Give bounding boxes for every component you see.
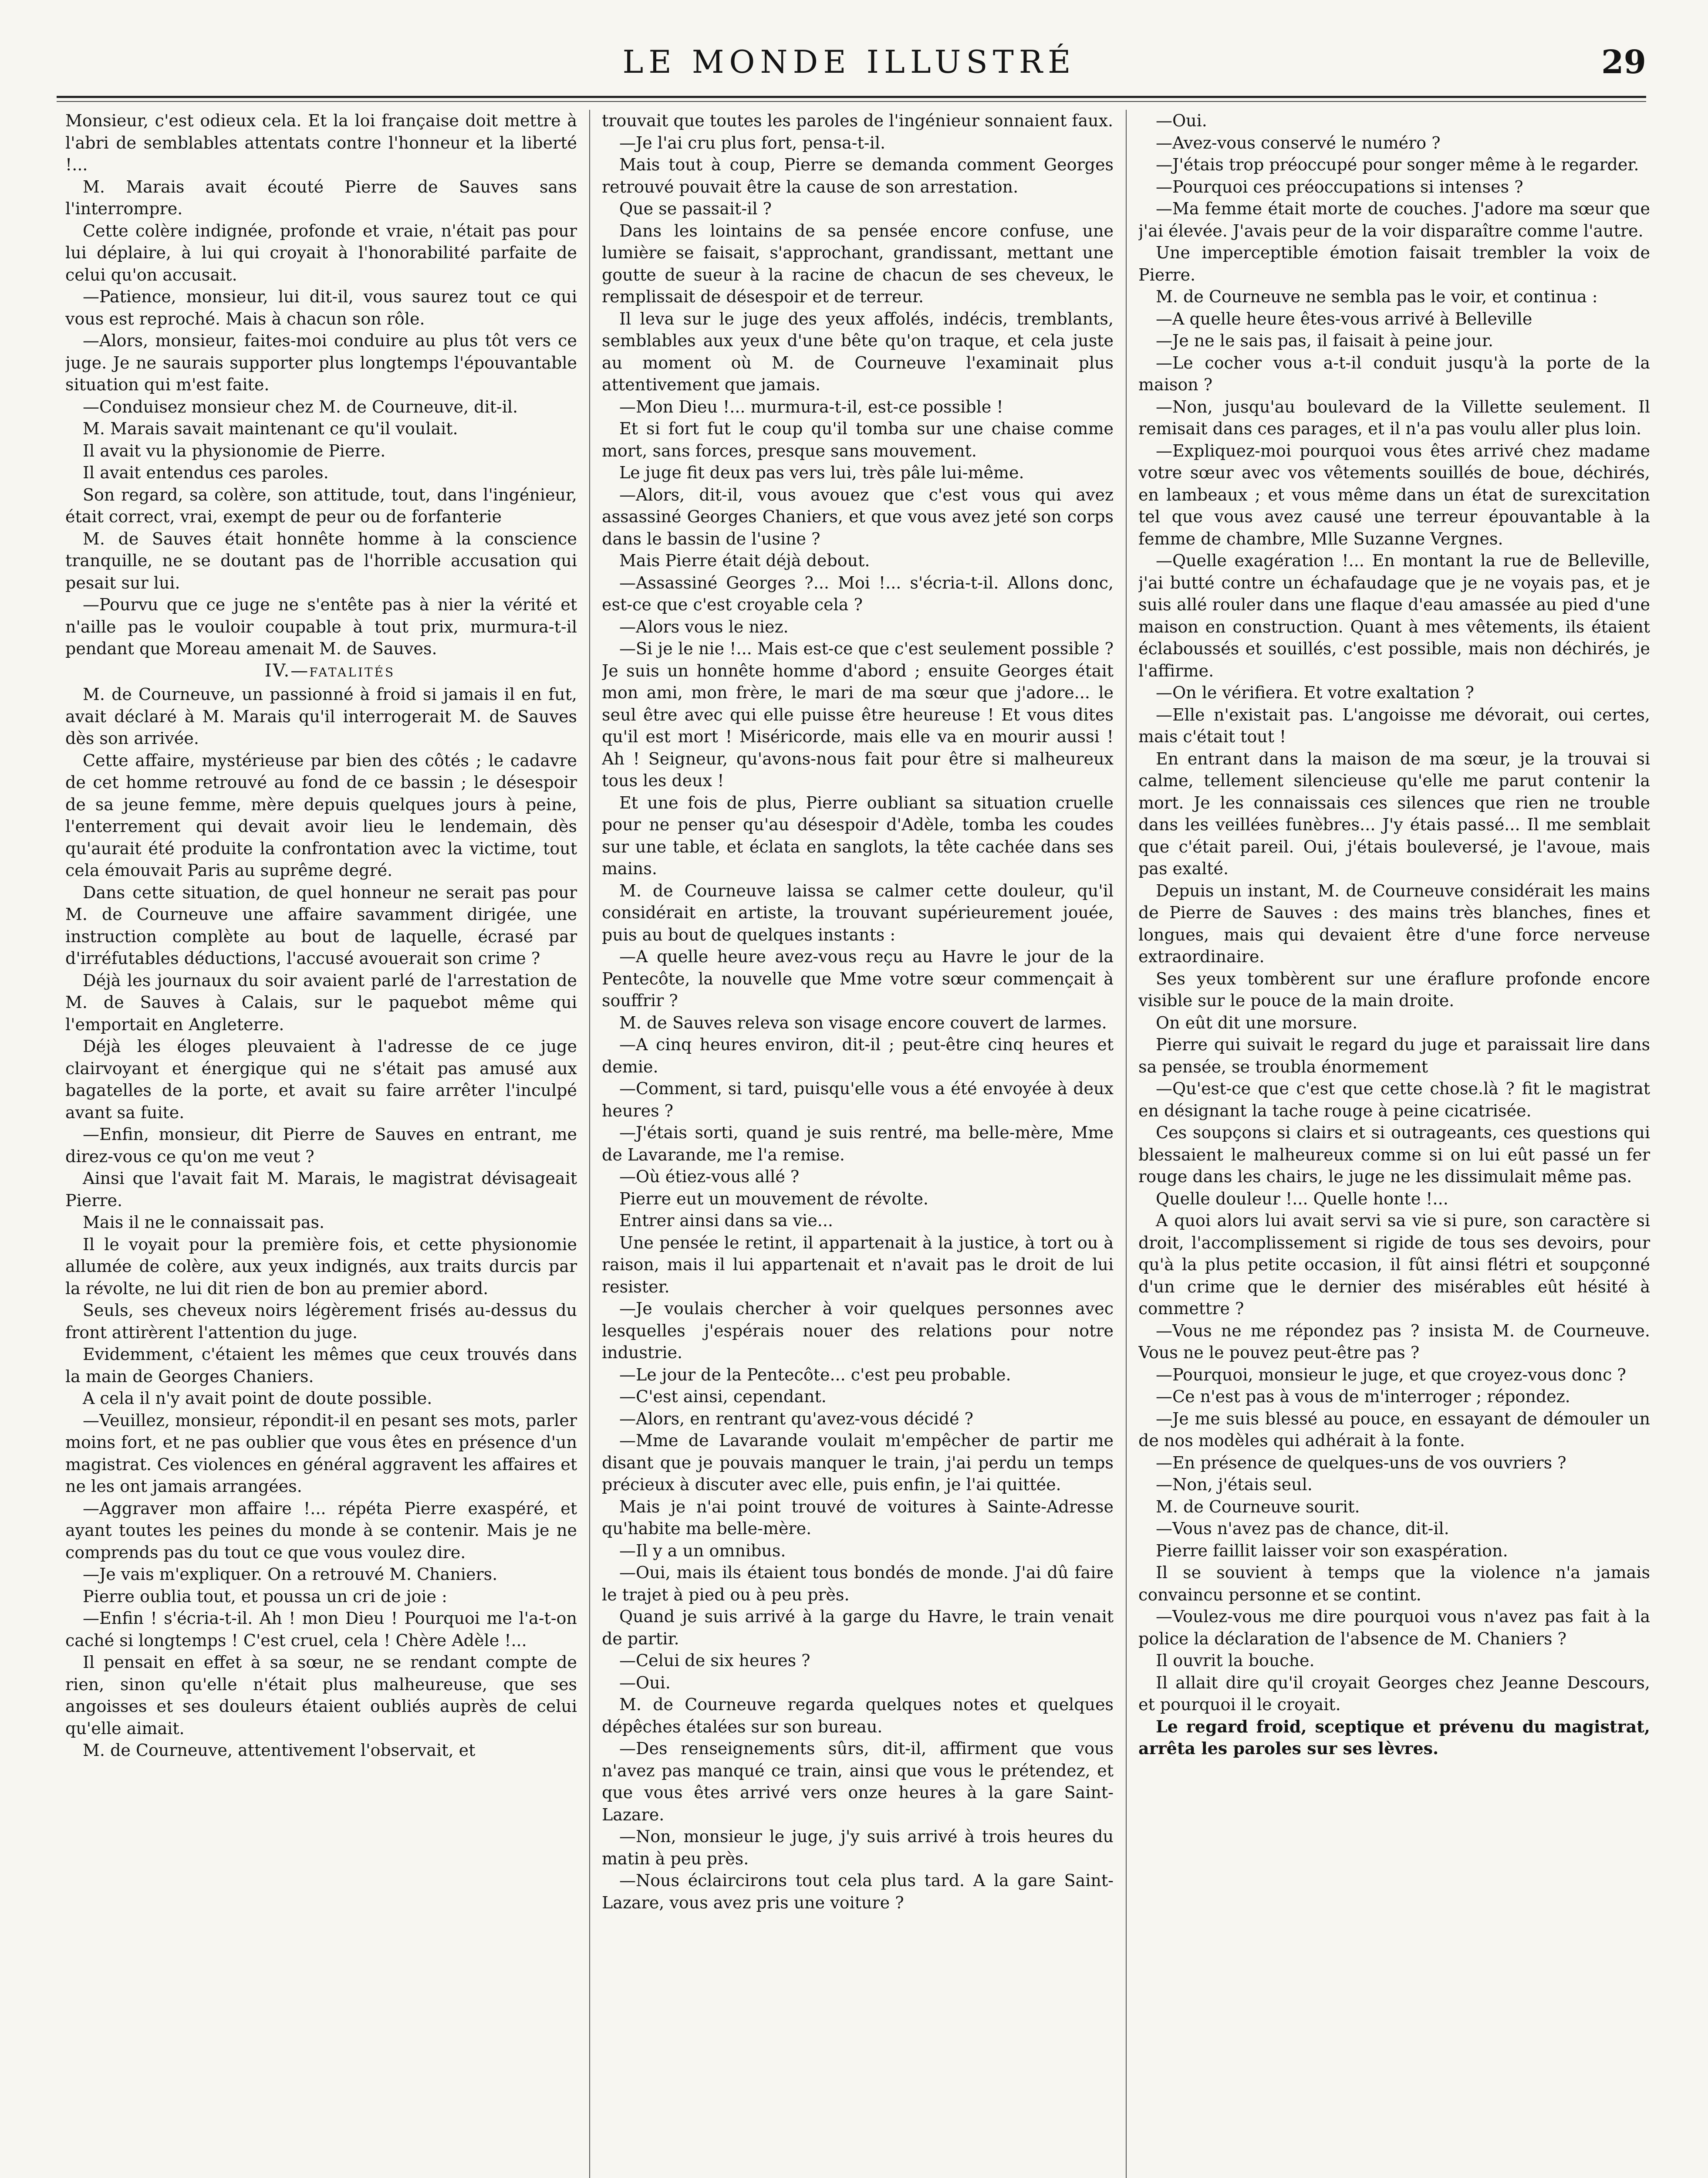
paragraph: —Alors vous le niez.: [619, 617, 789, 636]
paragraph: Pierre eut un mouvement de révolte.: [619, 1189, 929, 1208]
paragraph: —Non, jusqu'au boulevard de la Villette seulement. Il remisait dans ces parages, et il n'a pas voulu aller plus loin.: [1138, 397, 1650, 438]
paragraph: —Expliquez-moi pourquoi vous êtes arrivé chez madame votre sœur avec vos vêtements souillés de boue, déchirés, en lambeaux ; et vous même dans un état de surexcitation tel que vous avez causé une terreur épouvantable à la femme de chambre, Mlle Suzanne Vergnes.: [1138, 441, 1650, 548]
paragraph: —On le vérifiera. Et votre exaltation ?: [1156, 683, 1474, 702]
paragraph: Depuis un instant, M. de Courneuve considérait les mains de Pierre de Sauves : des mains très blanches, fines et longues, mais qui devaient être d'une force nerveuse extraordinaire.: [1138, 881, 1650, 966]
paragraph: Pierre oublia tout, et poussa un cri de joie :: [83, 1586, 447, 1606]
paragraph: —Pourquoi, monsieur le juge, et que croyez-vous donc ?: [1156, 1365, 1626, 1384]
chapter-number: IV.—: [264, 660, 310, 681]
paragraph: —Patience, monsieur, lui dit-il, vous saurez tout ce qui vous est reproché. Mais à chacun son rôle.: [65, 287, 577, 328]
paragraph: Il avait vu la physionomie de Pierre.: [83, 441, 386, 460]
paragraph: —Oui.: [619, 1673, 671, 1692]
paragraph: —Je me suis blessé au pouce, en essayant de démouler un de nos modèles qui adhérait à la fonte.: [1138, 1409, 1650, 1450]
paragraph: —Oui, mais ils étaient tous bondés de monde. J'ai dû faire le trajet à pied ou à peu près.: [602, 1563, 1114, 1604]
column-1: [65, 110, 577, 2178]
paragraph: —Je voulais chercher à voir quelques personnes avec lesquelles j'espérais nouer des relations pour notre industrie.: [602, 1299, 1114, 1362]
paragraph: —Aggraver mon affaire !... répéta Pierre exaspéré, et ayant toutes les peines du monde à se contenir. Mais je ne comprends pas du tout ce que vous voulez dire.: [65, 1498, 577, 1562]
paragraph: Quelle douleur !... Quelle honte !...: [1156, 1189, 1448, 1208]
paragraph: Ainsi que l'avait fait M. Marais, le magistrat dévisageait Pierre.: [65, 1169, 577, 1210]
paragraph: trouvait que toutes les paroles de l'ingénieur sonnaient faux.: [602, 111, 1114, 130]
paragraph: —Vous n'avez pas de chance, dit-il.: [1156, 1519, 1449, 1538]
paragraph: —A quelle heure avez-vous reçu au Havre le jour de la Pentecôte, la nouvelle que Mme votre sœur commençait à souffrir ?: [602, 947, 1114, 1010]
paragraph: —Avez-vous conservé le numéro ?: [1156, 133, 1441, 152]
paragraph: Il avait entendus ces paroles.: [83, 463, 329, 482]
paragraph: M. de Sauves releva son visage encore couvert de larmes.: [619, 1013, 1107, 1032]
paragraph: M. de Courneuve, attentivement l'observait, et: [83, 1741, 476, 1760]
article-columns: [65, 110, 1650, 2178]
paragraph: Il le voyait pour la première fois, et cette physionomie allumée de colère, aux yeux indignés, aux traits durcis par la révolte, ne lui dit rien de bon au premier abord.: [65, 1234, 577, 1298]
paragraph: Une imperceptible émotion faisait trembler la voix de Pierre.: [1138, 243, 1650, 284]
paragraph: Ces soupçons si clairs et si outrageants, ces questions qui blessaient le malheureux comme si on lui eût passé un fer rouge dans les chairs, le juge ne les dissimulait même pas.: [1138, 1123, 1650, 1186]
paragraph: M. de Courneuve regarda quelques notes et quelques dépêches étalées sur son bureau.: [602, 1695, 1114, 1736]
paragraph: —Non, j'étais seul.: [1156, 1475, 1313, 1494]
column-1-text-before: [65, 110, 577, 660]
paragraph: —Oui.: [1156, 111, 1207, 130]
paragraph: Dans les lointains de sa pensée encore confuse, une lumière se faisait, s'approchant, grandissant, mettant une goutte de sueur à la racine de chacun de ses cheveux, le remplissait de désespoir et de terreur.: [602, 221, 1114, 306]
paragraph: —Enfin ! s'écria-t-il. Ah ! mon Dieu ! Pourquoi me l'a-t-on caché si longtemps ! C'est cruel, cela ! Chère Adèle !...: [65, 1609, 577, 1650]
paragraph: —A quelle heure êtes-vous arrivé à Belleville: [1156, 309, 1532, 328]
paragraph: —Alors, dit-il, vous avouez que c'est vous qui avez assassiné Georges Chaniers, et que vous avez jeté son corps dans le bassin de l'usine ?: [602, 485, 1114, 548]
paragraph: M. de Courneuve laissa se calmer cette douleur, qu'il considérait en artiste, la trouvant supérieurement jouée, puis au bout de quelques instants :: [602, 881, 1114, 944]
paragraph: —Si je le nie !... Mais est-ce que c'est seulement possible ? Je suis un honnête homme d'abord ; ensuite Georges était mon ami, mon frère, le mari de ma sœur que j'adore... le seul être avec qui elle puisse être heureuse ! Et vous dites qu'il est mort ! Miséricorde, mais elle va en mourir aussi ! Ah ! Seigneur, qu'avons-nous fait pour être si malheureux tous les deux !: [602, 639, 1114, 790]
paragraph: —Mon Dieu !... murmura-t-il, est-ce possible !: [619, 397, 1003, 416]
chapter-heading: [65, 660, 577, 684]
paragraph: —Nous éclaircirons tout cela plus tard. A la gare Saint-Lazare, vous avez pris une voiture ?: [602, 1871, 1114, 1912]
paragraph: A quoi alors lui avait servi sa vie si pure, son caractère si droit, l'accomplissement si rigide de tous ses devoirs, pour qu'à la plus petite occasion, il fût ainsi flétri et soupçonné d'un crime que le dernier des misérables eût hésité à commettre ?: [1138, 1211, 1650, 1318]
paragraph: —Vous ne me répondez pas ? insista M. de Courneuve. Vous ne le pouvez peut-être pas ?: [1138, 1321, 1650, 1362]
paragraph: —Je vais m'expliquer. On a retrouvé M. Chaniers.: [83, 1565, 498, 1584]
paragraph: Il leva sur le juge des yeux affolés, indécis, tremblants, semblables aux yeux d'une bête qu'on traque, et cela juste au moment où M. de Courneuve l'examinait plus attentivement que jamais.: [602, 309, 1114, 394]
paragraph: —C'est ainsi, cependant.: [619, 1387, 827, 1406]
paragraph: Que se passait-il ?: [619, 199, 772, 218]
paragraph: Et une fois de plus, Pierre oubliant sa situation cruelle pour ne penser qu'au désespoir d'Adèle, tomba les coudes sur une table, et éclata en sanglots, la tête cachée dans ses mains.: [602, 793, 1114, 878]
paragraph: —Alors, monsieur, faites-moi conduire au plus tôt vers ce juge. Je ne saurais supporter plus longtemps l'épouvantable situation qui m'est faite.: [65, 331, 577, 394]
paragraph: Mais Pierre était déjà debout.: [619, 551, 870, 570]
paragraph: —Ma femme était morte de couches. J'adore ma sœur que j'ai élevée. J'avais peur de la voir disparaître comme l'autre.: [1138, 199, 1650, 240]
paragraph: —Je ne le sais pas, il faisait à peine jour.: [1156, 331, 1493, 350]
paragraph: Monsieur, c'est odieux cela. Et la loi française doit mettre à l'abri de semblables attentats contre l'honneur et la liberté !...: [65, 111, 577, 174]
paragraph: Le regard froid, sceptique et prévenu du magistrat, arrêta les paroles sur ses lèvres.: [1138, 1716, 1650, 1758]
paragraph: —Comment, si tard, puisqu'elle vous a été envoyée à deux heures ?: [602, 1079, 1114, 1120]
column-3-text: [1138, 110, 1650, 1760]
paragraph: —Enfin, monsieur, dit Pierre de Sauves en entrant, me direz-vous ce qu'on me veut ?: [65, 1125, 577, 1166]
paragraph: —Alors, en rentrant qu'avez-vous décidé ?: [619, 1409, 974, 1428]
paragraph: —Voulez-vous me dire pourquoi vous n'avez pas fait à la police la déclaration de l'absence de M. Chaniers ?: [1138, 1607, 1650, 1648]
paragraph: —Veuillez, monsieur, répondit-il en pesant ses mots, parler moins fort, et ne pas oublier que vous êtes en présence d'un magistrat. Ces violences en général aggravent les affaires et ne les ont jamais arrangées.: [65, 1410, 577, 1496]
column-1-text-after: [65, 683, 577, 1762]
paragraph: Déjà les éloges pleuvaient à l'adresse de ce juge clairvoyant et énergique qui ne s'était pas amusé aux bagatelles de la porte, et avait su faire arrêter l'inculpé avant sa fuite.: [65, 1037, 577, 1122]
paragraph: —Le jour de la Pentecôte... c'est peu probable.: [619, 1365, 1011, 1384]
paragraph: Mais tout à coup, Pierre se demanda comment Georges retrouvé pouvait être la cause de son arrestation.: [602, 155, 1114, 196]
paragraph: —Où étiez-vous allé ?: [619, 1167, 800, 1186]
paragraph: Et si fort fut le coup qu'il tomba sur une chaise comme mort, sans forces, presque sans mouvement.: [602, 419, 1114, 460]
paragraph: —Qu'est-ce que c'est que cette chose.là ? fit le magistrat en désignant la tache rouge à peine cicatrisée.: [1138, 1079, 1650, 1120]
paragraph: —Celui de six heures ?: [619, 1651, 810, 1670]
paragraph: —A cinq heures environ, dit-il ; peut-être cinq heures et demie.: [602, 1035, 1114, 1076]
header-rule: [57, 96, 1646, 98]
paragraph: —Quelle exagération !... En montant la rue de Belleville, j'ai butté contre un échafaudage que je ne voyais pas, et je suis allé rouler dans une flaque d'eau amassée au pied d'une maison en construction. Quant à mes vêtements, ils étaient éclaboussés et souillés, c'est possible, mais non déchirés, je l'affirme.: [1138, 551, 1650, 680]
page-number: 29: [1601, 44, 1646, 81]
paragraph: Ses yeux tombèrent sur une éraflure profonde encore visible sur le pouce de la main droite.: [1138, 969, 1650, 1010]
paragraph: Il se souvient à temps que la violence n'a jamais convaincu personne et se contint.: [1138, 1563, 1650, 1604]
header-rule-thin: [57, 101, 1646, 102]
paragraph: M. de Courneuve sourit.: [1156, 1497, 1360, 1516]
paragraph: A cela il n'y avait point de doute possible.: [83, 1389, 432, 1408]
paragraph: M. de Courneuve ne sembla pas le voir, et continua :: [1156, 287, 1598, 306]
page-header: [52, 26, 1646, 91]
paragraph: En entrant dans la maison de ma sœur, je la trouvai si calme, tellement silencieuse qu'elle me parut contenir la mort. Je les connaissais ces silences que rien ne trouble dans les veillées funèbres... J'y étais passé... Il me semblait que c'était pareil. Oui, j'étais bouleversé, je l'avoue, mais pas exalté.: [1138, 749, 1650, 878]
paragraph: —Mme de Lavarande voulait m'empêcher de partir me disant que je pouvais manquer le train, j'ai perdu un temps précieux à discuter avec elle, puis enfin, je l'ai quittée.: [602, 1431, 1114, 1494]
paragraph: —Conduisez monsieur chez M. de Courneuve, dit-il.: [83, 397, 518, 416]
paragraph: Cette affaire, mystérieuse par bien des côtés ; le cadavre de cet homme retrouvé au fond de ce bassin ; le désespoir de sa jeune femme, mère depuis quelques jours à peine, l'enterrement qui devait avoir lieu le lendemain, dès qu'aurait été produite la confrontation avec la victime, tout cela émouvait Paris au suprême degré.: [65, 751, 577, 880]
paragraph: Pierre faillit laisser voir son exaspération.: [1156, 1541, 1508, 1560]
paragraph: M. de Courneuve, un passionné à froid si jamais il en fut, avait déclaré à M. Marais qu'il interrogerait M. de Sauves dès son arrivée.: [65, 685, 577, 748]
paragraph: Mais je n'ai point trouvé de voitures à Sainte-Adresse qu'habite ma belle-mère.: [602, 1497, 1114, 1538]
paragraph: M. de Sauves était honnête homme à la conscience tranquille, ne se doutant pas de l'horrible accusation qui pesait sur lui.: [65, 529, 577, 592]
paragraph: —Des renseignements sûrs, dit-il, affirment que vous n'avez pas manqué ce train, ainsi que vous le prétendez, et que vous êtes arrivé vers onze heures à la gare Saint-Lazare.: [602, 1739, 1114, 1824]
paragraph: —Je l'ai cru plus fort, pensa-t-il.: [619, 133, 886, 152]
paragraph: —Assassiné Georges ?... Moi !... s'écria-t-il. Allons donc, est-ce que c'est croyable cela ?: [602, 573, 1114, 614]
paragraph: —Non, monsieur le juge, j'y suis arrivé à trois heures du matin à peu près.: [602, 1827, 1114, 1868]
paragraph: M. Marais savait maintenant ce qu'il voulait.: [83, 419, 458, 438]
newspaper-title: LE MONDE ILLUSTRÉ: [622, 44, 1076, 80]
paragraph: Son regard, sa colère, son attitude, tout, dans l'ingénieur, était correct, vrai, exempt de peur ou de forfanterie: [65, 485, 577, 526]
chapter-title: FATALITÉS: [309, 665, 395, 680]
column-3: [1138, 110, 1650, 2178]
paragraph: Dans cette situation, de quel honneur ne serait pas pour M. de Courneuve une affaire savamment dirigée, une instruction complète au bout de laquelle, écrasé par d'irréfutables déductions, l'accusé avouerait son crime ?: [65, 883, 577, 968]
paragraph: Evidemment, c'étaient les mêmes que ceux trouvés dans la main de Georges Chaniers.: [65, 1345, 577, 1386]
paragraph: Cette colère indignée, profonde et vraie, n'était pas pour lui déplaire, à lui qui croyait à l'honorabilité parfaite de celui qu'on accusait.: [65, 221, 577, 284]
paragraph: —Elle n'existait pas. L'angoisse me dévorait, oui certes, mais c'était tout !: [1138, 705, 1650, 746]
column-2: [602, 110, 1114, 2178]
paragraph: Entrer ainsi dans sa vie...: [619, 1211, 834, 1230]
paragraph: —Le cocher vous a-t-il conduit jusqu'à la porte de la maison ?: [1138, 353, 1650, 394]
paragraph: —Pourquoi ces préoccupations si intenses ?: [1156, 177, 1523, 196]
paragraph: Le juge fit deux pas vers lui, très pâle lui-même.: [619, 463, 1024, 482]
column-2-text: [602, 110, 1114, 1914]
paragraph: —J'étais sorti, quand je suis rentré, ma belle-mère, Mme de Lavarande, me l'a remise.: [602, 1123, 1114, 1164]
paragraph: On eût dit une morsure.: [1156, 1013, 1358, 1032]
paragraph: M. Marais avait écouté Pierre de Sauves sans l'interrompre.: [65, 177, 577, 218]
paragraph: Quand je suis arrivé à la garge du Havre, le train venait de partir.: [602, 1607, 1114, 1648]
paragraph: Une pensée le retint, il appartenait à la justice, à tort ou à raison, mais il lui appartenait et n'avait pas le droit de lui resister.: [602, 1233, 1114, 1296]
paragraph: Déjà les journaux du soir avaient parlé de l'arrestation de M. de Sauves à Calais, sur le paquebot même qui l'emportait en Angleterre.: [65, 971, 577, 1034]
paragraph: Il allait dire qu'il croyait Georges chez Jeanne Descours, et pourquoi il le croyait.: [1138, 1673, 1650, 1714]
paragraph: Il pensait en effet à sa sœur, ne se rendant compte de rien, sinon qu'elle n'était plus malheureuse, que ses angoisses et ses douleurs étaient oubliés auprès de celui qu'elle aimait.: [65, 1653, 577, 1738]
paragraph: Pierre qui suivait le regard du juge et paraissait lire dans sa pensée, se troubla énormement: [1138, 1035, 1650, 1076]
paragraph: Mais il ne le connaissait pas.: [83, 1213, 325, 1232]
paragraph: —Il y a un omnibus.: [619, 1541, 786, 1560]
paragraph: Il ouvrit la bouche.: [1156, 1651, 1315, 1670]
paragraph: —Ce n'est pas à vous de m'interroger ; répondez.: [1156, 1387, 1570, 1406]
paragraph: —En présence de quelques-uns de vos ouvriers ?: [1156, 1453, 1566, 1472]
paragraph: Seuls, ses cheveux noirs légèrement frisés au-dessus du front attirèrent l'attention du juge.: [65, 1301, 577, 1342]
paragraph: —Pourvu que ce juge ne s'entête pas à nier la vérité et n'aille pas le vouloir coupable à tout prix, murmura-t-il pendant que Moreau amenait M. de Sauves.: [65, 595, 577, 658]
paragraph: —J'étais trop préoccupé pour songer même à le regarder.: [1156, 155, 1639, 174]
